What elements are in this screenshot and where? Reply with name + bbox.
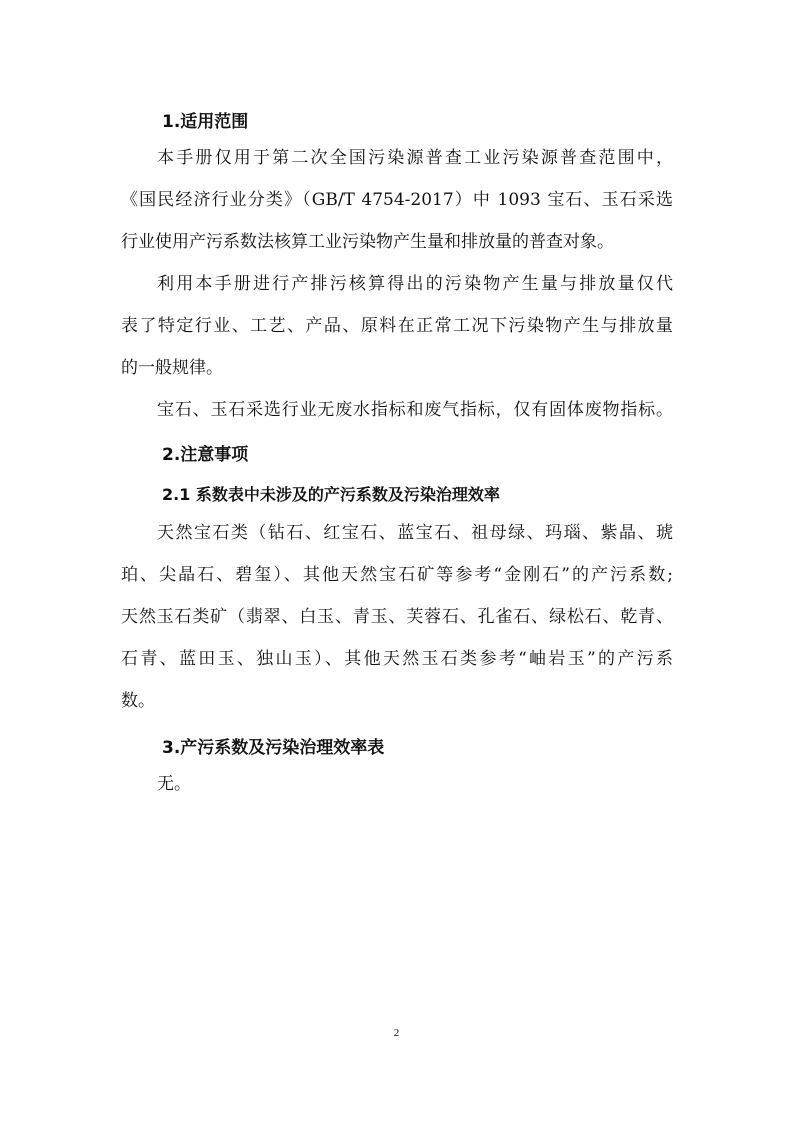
text-line: 石青、蓝田玉、独山玉）、其他天然玉石类参考“岫岩玉”的产污系 [121, 649, 673, 669]
text-line: 《国民经济行业分类》（GB/T 4754-2017）中 1093 宝石、玉石采选 [121, 190, 673, 210]
section-3-paragraph-1 [121, 763, 673, 805]
text-line: 表了特定行业、工艺、产品、原料在正常工况下污染物产生与排放量 [121, 316, 673, 336]
text-line: 利用本手册进行产排污核算得出的污染物产生量与排放量仅代 [157, 274, 673, 294]
text-line: 数。 [121, 691, 155, 711]
section-1-paragraph-2 [121, 263, 673, 389]
text-line: 天然宝石类（钻石、红宝石、蓝宝石、祖母绿、玛瑙、紫晶、琥 [157, 523, 673, 543]
section-1-heading: 1.适用范围 [162, 112, 249, 132]
text-line: 宝石、玉石采选行业无废水指标和废气指标，仅有固体废物指标。 [157, 400, 673, 420]
page-number: 2 [393, 1027, 400, 1039]
section-2-1-heading: 2.1 系数表中未涉及的产污系数及污染治理效率 [162, 485, 500, 504]
section-1-paragraph-1 [121, 137, 673, 263]
text-line: 的一般规律。 [121, 358, 223, 378]
text-line: 珀、尖晶石、碧玺）、其他天然宝石矿等参考“金刚石”的产污系数; [121, 565, 673, 585]
text-line: 天然玉石类矿（翡翠、白玉、青玉、芙蓉石、孔雀石、绿松石、乾青、 [121, 607, 673, 627]
section-1-paragraph-3 [121, 389, 673, 431]
section-2-paragraph-1 [121, 512, 673, 722]
text-line: 本手册仅用于第二次全国污染源普查工业污染源普查范围中， [157, 148, 673, 168]
text-line: 无。 [157, 774, 191, 794]
text-line: 行业使用产污系数法核算工业污染物产生量和排放量的普查对象。 [121, 232, 614, 252]
section-2-heading: 2.注意事项 [162, 445, 249, 465]
section-3-heading: 3.产污系数及污染治理效率表 [162, 738, 385, 758]
